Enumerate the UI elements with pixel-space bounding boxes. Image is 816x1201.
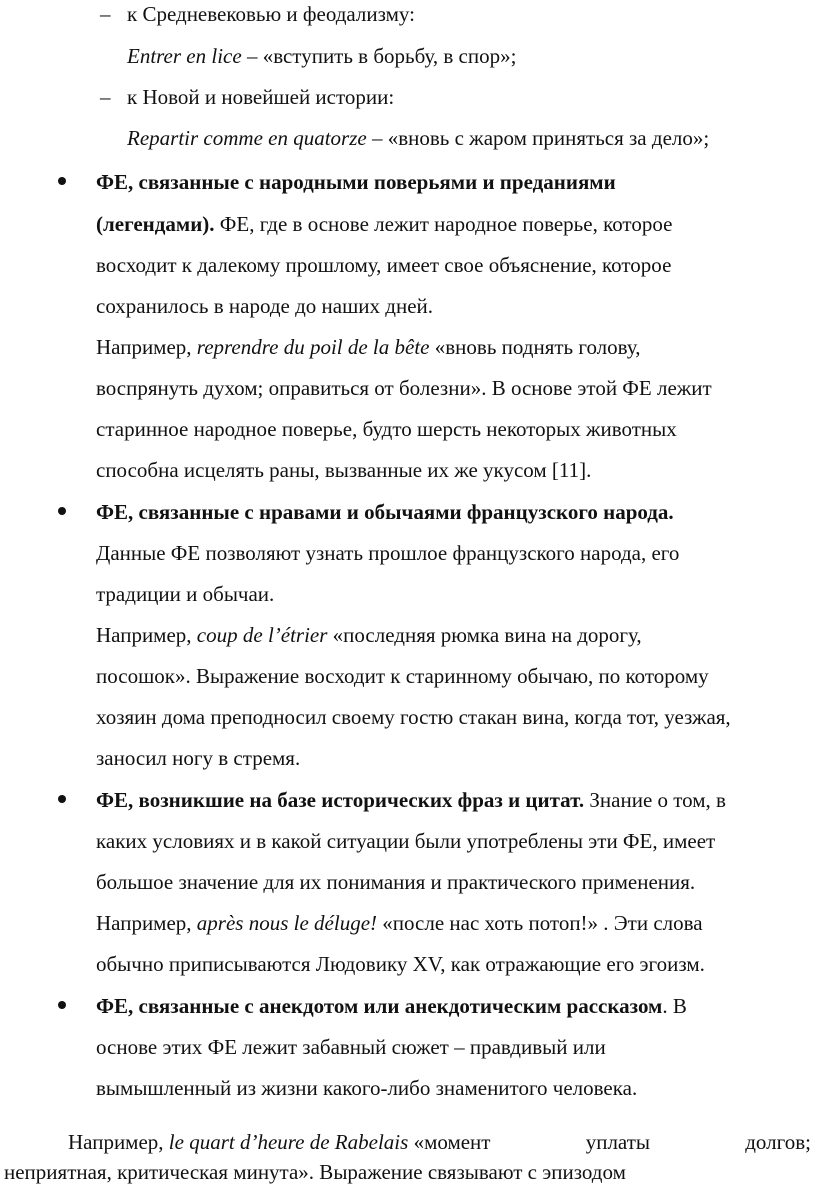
text: ФЕ, где в основе лежит народное поверье, которое (214, 212, 673, 236)
text: вымышленный из жизни какого-либо знаменитого человека. (96, 1076, 638, 1100)
heading-bold: ФЕ, связанные с нравами и обычаями французского народа. (96, 500, 674, 524)
text: посошок». Выражение восходит к старинному обычаю, по которому (96, 664, 709, 688)
paragraph-line (96, 292, 433, 320)
era-item-medieval (127, 0, 415, 28)
example-line (96, 909, 703, 937)
text: Например, (96, 335, 197, 359)
bullet-heading-anecdote (96, 992, 687, 1020)
text: Знание о том, в (584, 788, 726, 812)
heading-bold: ФЕ, связанные с народными поверьями и преданиями (96, 170, 616, 194)
bullet-icon (58, 177, 66, 185)
text: основе этих ФЕ лежит забавный сюжет – правдивый или (96, 1035, 606, 1059)
example-line (96, 621, 642, 649)
list-dash: – (100, 85, 111, 109)
list-dash: – (100, 2, 111, 26)
heading-bold: ФЕ, возникшие на базе исторических фраз и цитат. (96, 788, 585, 812)
text: Например, (96, 623, 197, 647)
text: «последняя рюмка вина на дорогу, (327, 623, 642, 647)
text: «вновь поднять голову, (429, 335, 641, 359)
paragraph-line (96, 210, 672, 238)
text: Данные ФЕ позволяют узнать прошлое французского народа, его (96, 541, 680, 565)
text: к Средневековью и феодализму: (127, 2, 415, 26)
phrase-italic: reprendre du poil de la bête (196, 335, 430, 359)
paragraph-line (96, 827, 715, 855)
paragraph-line (96, 1033, 606, 1061)
paragraph-line (96, 1074, 637, 1102)
era-item-modern (127, 83, 394, 111)
paragraph-line (96, 374, 712, 402)
paragraph-line (96, 950, 705, 978)
paragraph-line (96, 744, 300, 772)
paragraph-line (96, 251, 671, 279)
paragraph-line (96, 456, 591, 484)
phrase-italic: coup de l’étrier (196, 623, 328, 647)
text: хозяин дома преподносил своему гостю стакан вина, когда тот, уезжая, (96, 705, 731, 729)
text: «после нас хоть потоп!» . Эти слова (377, 911, 703, 935)
text: каких условиях и в какой ситуации были употреблены эти ФЕ, имеет (96, 829, 716, 853)
paragraph-line (96, 662, 709, 690)
text: к Новой и новейшей истории: (127, 85, 395, 109)
text: воспрянуть духом; оправиться от болезни». В основе этой ФЕ лежит (96, 376, 712, 400)
text: традиции и обычаи. (96, 582, 275, 606)
paragraph-line (4, 1158, 626, 1186)
text: уплаты (585, 1130, 651, 1154)
bullet-icon (58, 507, 66, 515)
heading-bold: (легендами). (96, 212, 215, 236)
example-repartir (127, 124, 709, 152)
bullet-icon (58, 1001, 66, 1009)
example-start (68, 1128, 490, 1156)
bullet-heading-quotes (96, 786, 726, 814)
heading-bold: ФЕ, связанные с анекдотом или анекдотическим рассказом (96, 994, 663, 1018)
text: восходит к далекому прошлому, имеет свое объяснение, которое (96, 253, 672, 277)
paragraph-line (96, 415, 677, 443)
bullet-icon (58, 795, 66, 803)
paragraph-line (96, 539, 679, 567)
text: заносил ногу в стремя. (96, 746, 301, 770)
paragraph-line-justified (68, 1128, 811, 1156)
text: старинное народное поверье, будто шерсть некоторых животных (96, 417, 677, 441)
text: обычно приписываются Людовику XV, как отражающие его эгоизм. (96, 952, 705, 976)
bullet-heading-legends (96, 168, 616, 196)
phrase-italic: Repartir comme en quatorze (127, 126, 367, 150)
text: неприятная, критическая минута». Выражение связывают с эпизодом (4, 1160, 626, 1184)
phrase-italic: après nous le déluge! (196, 911, 378, 935)
phrase-italic: Entrer en lice (127, 44, 242, 68)
text: «момент (408, 1130, 491, 1154)
text: Например, (68, 1130, 169, 1154)
text: способна исцелять раны, вызванные их же укусом [11]. (96, 458, 592, 482)
paragraph-line (96, 580, 274, 608)
phrase-italic: le quart d’heure de Rabelais (168, 1130, 409, 1154)
text: . В (662, 994, 687, 1018)
bullet-heading-customs (96, 498, 674, 526)
example-line (96, 333, 641, 361)
text: – «вновь с жаром приняться за дело»; (366, 126, 710, 150)
paragraph-line (96, 703, 731, 731)
example-entrer-en-lice (127, 42, 516, 70)
text: Например, (96, 911, 197, 935)
text: долгов; (745, 1130, 811, 1154)
text: – «вступить в борьбу, в спор»; (241, 44, 517, 68)
paragraph-line (96, 868, 695, 896)
text: сохранилось в народе до наших дней. (96, 294, 434, 318)
text: большое значение для их понимания и практического применения. (96, 870, 696, 894)
